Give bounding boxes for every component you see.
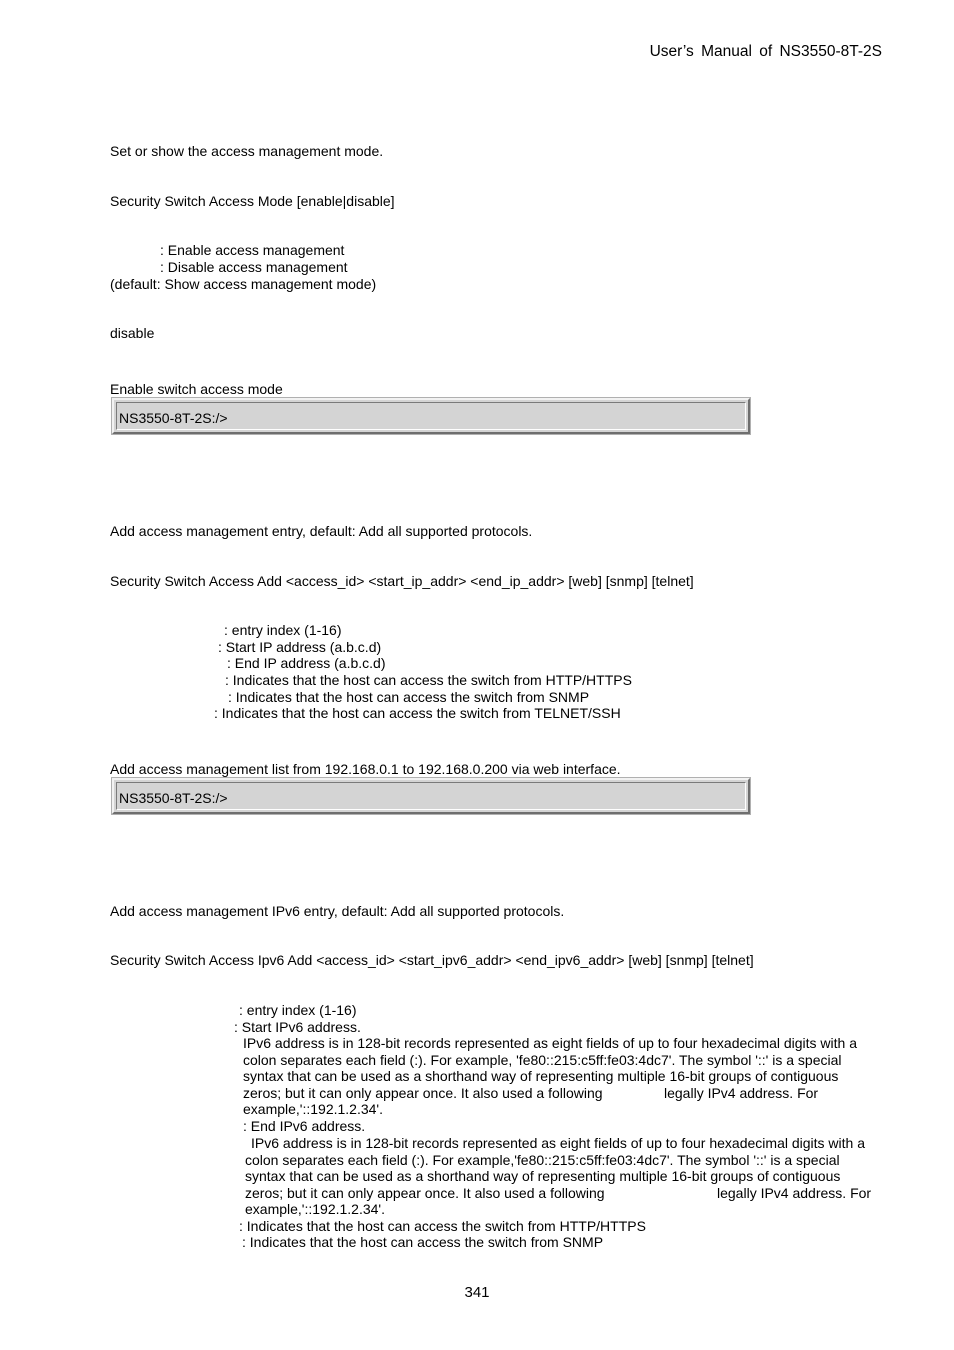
ipv6-end-desc-line-tail: legally IPv4 address. For (717, 1185, 872, 1201)
ipv6-end-desc-line: example,'::192.1.2.34'. (245, 1201, 385, 1217)
add-param-start-ip: : Start IP address (a.b.c.d) (218, 639, 382, 655)
mode-console-box (112, 398, 750, 434)
mode-syntax: Security Switch Access Mode [enable|disable] (110, 193, 395, 209)
console-prompt: NS3550-8T-2S:/> (119, 410, 228, 426)
ipv6-param-access-id: : entry index (1-16) (239, 1002, 357, 1018)
console-inner-bevel (116, 782, 746, 810)
ipv6-end-desc-line: colon separates each field (:). For example,'fe80::215:c5ff:fe03:4dc7'. The symbol '::' is a special (245, 1152, 840, 1168)
ipv6-description: Add access management IPv6 entry, default: Add all supported protocols. (110, 903, 565, 919)
ipv6-start-desc-line: colon separates each field (:). For example, 'fe80::215:c5ff:fe03:4dc7'. The symbol '::' is a special (243, 1052, 842, 1068)
ipv6-start-desc-line: example,'::192.1.2.34'. (243, 1101, 383, 1117)
ipv6-start-desc-line: syntax that can be used as a shorthand way of representing multiple 16-bit groups of contiguous (243, 1068, 839, 1084)
console-prompt: NS3550-8T-2S:/> (119, 790, 228, 806)
mode-example-caption: Enable switch access mode (110, 381, 283, 397)
ipv6-end-desc-line: IPv6 address is in 128-bit records represented as eight fields of up to four hexadecimal digits with a (251, 1135, 865, 1151)
ipv6-param-snmp: : Indicates that the host can access the switch from SNMP (242, 1234, 604, 1250)
ipv6-param-start: : Start IPv6 address. (234, 1019, 361, 1035)
add-description: Add access management entry, default: Add all supported protocols. (110, 523, 533, 539)
ipv6-start-desc-line-tail: legally IPv4 address. For (664, 1085, 819, 1101)
add-param-web: : Indicates that the host can access the switch from HTTP/HTTPS (225, 672, 632, 688)
ipv6-end-desc-line: syntax that can be used as a shorthand way of representing multiple 16-bit groups of contiguous (245, 1168, 841, 1184)
page-header: User’s Manual of NS3550-8T-2S (649, 43, 882, 60)
add-syntax: Security Switch Access Add <access_id> <start_ip_addr> <end_ip_addr> [web] [snmp] [telnet] (110, 573, 694, 589)
ipv6-syntax: Security Switch Access Ipv6 Add <access_id> <start_ipv6_addr> <end_ipv6_addr> [web] [snmp] [telnet] (110, 952, 754, 968)
ipv6-end-desc-line: zeros; but it can only appear once. It also used a following (245, 1185, 605, 1201)
add-param-access-id: : entry index (1-16) (224, 622, 342, 638)
add-param-snmp: : Indicates that the host can access the switch from SNMP (228, 689, 590, 705)
add-example-caption: Add access management list from 192.168.0.1 to 192.168.0.200 via web interface. (110, 761, 621, 777)
mode-param-default: (default: Show access management mode) (110, 276, 377, 292)
console-inner-bevel (116, 402, 746, 430)
ipv6-start-desc-line: IPv6 address is in 128-bit records represented as eight fields of up to four hexadecimal digits with a (243, 1035, 857, 1051)
ipv6-param-end: : End IPv6 address. (243, 1118, 366, 1134)
ipv6-start-desc-line: zeros; but it can only appear once. It also used a following (243, 1085, 603, 1101)
ipv6-param-web: : Indicates that the host can access the switch from HTTP/HTTPS (239, 1218, 646, 1234)
mode-param-disable: : Disable access management (160, 259, 348, 275)
mode-param-enable: : Enable access management (160, 242, 345, 258)
add-param-end-ip: : End IP address (a.b.c.d) (227, 655, 386, 671)
mode-description: Set or show the access management mode. (110, 143, 384, 159)
add-console-box (112, 778, 750, 814)
add-param-telnet: : Indicates that the host can access the switch from TELNET/SSH (214, 705, 621, 721)
page-number: 341 (464, 1284, 490, 1301)
mode-default-value: disable (110, 325, 155, 341)
